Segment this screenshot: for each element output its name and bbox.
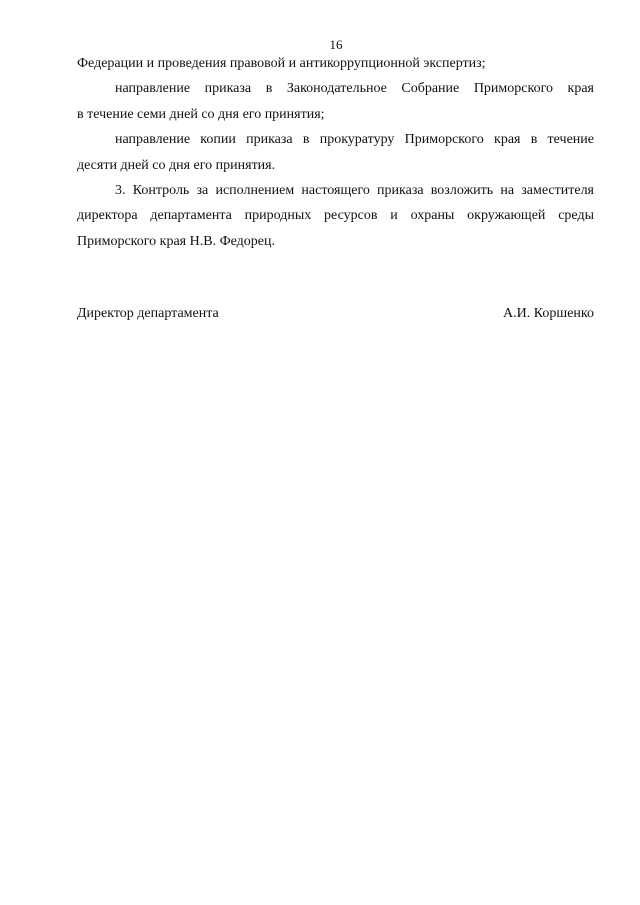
paragraph-prosecutor: [77, 127, 594, 178]
signatory-name: А.И. Коршенко: [503, 306, 594, 321]
text-line: Федерации и проведения правовой и антикоррупционной экспертиз;: [77, 56, 486, 71]
page-number: 16: [329, 37, 343, 52]
text-line: направление приказа в Законодательное Собрание Приморского края: [115, 81, 594, 97]
text-line: десяти дней со дня его принятия.: [77, 157, 276, 173]
text-line: 3. Контроль за исполнением настоящего приказа возложить на заместителя: [115, 183, 594, 199]
signatory-position: Директор департамента: [77, 306, 219, 321]
text-line: в течение семи дней со дня его принятия;: [77, 106, 325, 122]
paragraph-control: [77, 178, 594, 254]
text-line: Приморского края Н.В. Федорец.: [77, 233, 275, 249]
signature-block: [77, 305, 594, 323]
paragraph-legislative-assembly: [77, 76, 594, 127]
document-body: [77, 51, 594, 254]
text-line: директора департамента природных ресурсов и охраны окружающей среды: [77, 208, 594, 224]
text-line: направление копии приказа в прокуратуру Приморского края в течение: [115, 132, 594, 148]
paragraph-continuation: [77, 51, 594, 76]
